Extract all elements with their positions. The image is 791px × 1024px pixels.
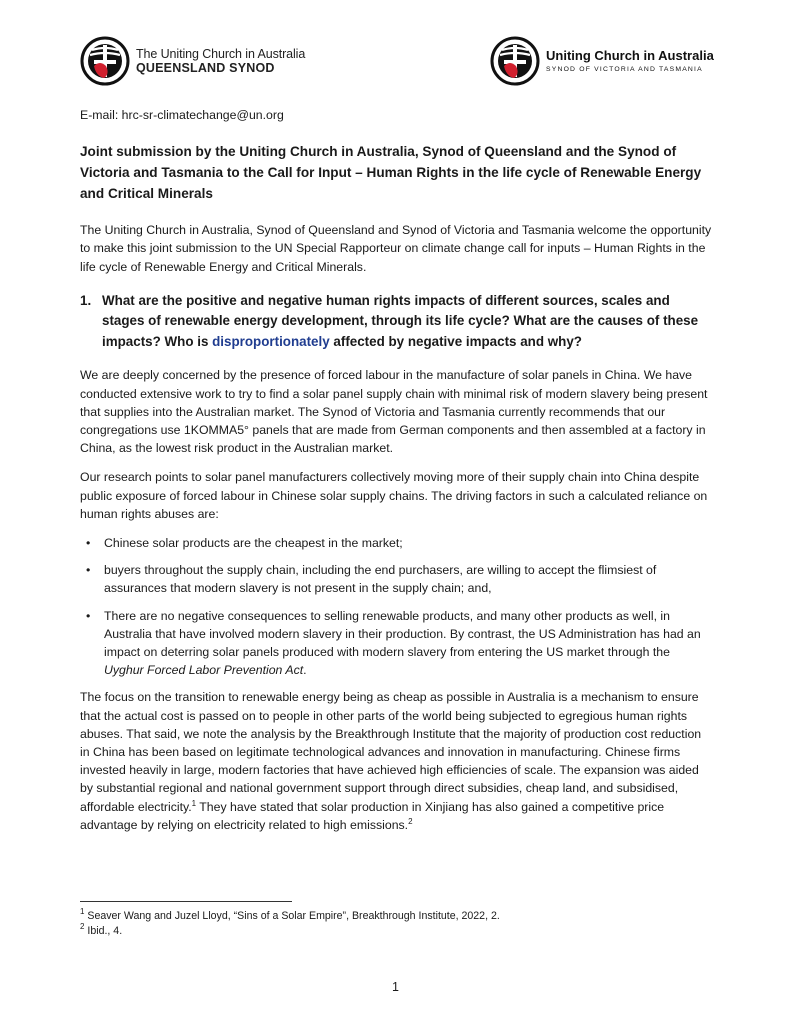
question-heading	[80, 291, 712, 353]
question-text	[102, 291, 712, 353]
list-item-text-end: .	[303, 663, 307, 678]
question-text-part1: What are the positive and negative human rights impacts of different sources, scales and stages of renewable energy development, through its life cycle? What are the causes of these impacts? Who is	[102, 292, 699, 349]
uniting-church-emblem-icon	[80, 36, 130, 86]
bullet-icon: •	[86, 608, 91, 623]
document-body	[80, 106, 712, 845]
disproportionately-link[interactable]: disproportionately	[212, 333, 330, 349]
uniting-church-emblem-icon	[490, 36, 540, 86]
paragraph-forced-labour: We are deeply concerned by the presence of forced labour in the manufacture of solar panels in China. We have conducted extensive work to try to find a solar panel supply chain with minimal risk of modern slavery being present that supplies into the Australian market. The Synod of Victoria and Tasmania currently recommends that our congregations use 1KOMMA5° panels that are made from German components and then assembled at a factory in China, as the lowest risk product in the Australian market.	[80, 368, 708, 456]
footnote-text: Seaver Wang and Juzel Lloyd, “Sins of a Solar Empire”, Breakthrough Institute, 2022, 2.	[84, 910, 500, 922]
footnote-ref-2[interactable]: 2	[408, 816, 413, 826]
list-item-text	[104, 607, 712, 680]
list-item	[80, 607, 712, 680]
act-name: Uyghur Forced Labor Prevention Act	[104, 663, 304, 678]
vic-logo-line1: Uniting Church in Australia	[546, 47, 714, 63]
bullet-icon: •	[86, 535, 91, 550]
list-item	[80, 561, 712, 597]
list-item	[80, 534, 712, 552]
qld-logo-line1: The Uniting Church in Australia	[136, 46, 306, 61]
footnote-number: 2	[80, 922, 85, 931]
question-text-part2: affected by negative impacts and why?	[329, 333, 582, 349]
footnote-number: 1	[80, 907, 85, 916]
page-number: 1	[392, 980, 399, 994]
bullet-icon: •	[86, 563, 91, 578]
question-number: 1.	[80, 292, 92, 308]
footnote	[80, 924, 500, 939]
vic-tas-synod-logo	[490, 36, 714, 86]
footnote	[80, 909, 500, 924]
driving-factors-list	[80, 534, 712, 679]
paragraph-transition-part2: They have stated that solar production in Xinjiang has also gained a competitive price advantage by relying on electricity related to high emissions.	[80, 799, 665, 832]
footnote-divider	[80, 901, 292, 902]
footnote-ref-1[interactable]: 1	[191, 798, 197, 808]
footnotes	[80, 909, 500, 939]
intro-paragraph: The Uniting Church in Australia, Synod of Queensland and Synod of Victoria and Tasmania welcome the opportunity to make this joint submission to the UN Special Rapporteur on climate change call for inputs – Human Rights in the life cycle of Renewable Energy and Critical Minerals.	[80, 223, 712, 274]
list-item-text: buyers throughout the supply chain, including the end purchasers, are willing to accept the flimsiest of assurances that modern slavery is not present in the supply chain; and,	[104, 563, 657, 596]
qld-logo-line2: QUEENSLAND SYNOD	[136, 61, 275, 75]
submission-title: Joint submission by the Uniting Church in Australia, Synod of Queensland and the Synod of Victoria and Tasmania to the Call for Input – Human Rights in the life cycle of Renewable Energy and Critical Minerals	[80, 144, 702, 202]
qld-synod-logo	[80, 36, 305, 86]
email-line: E-mail: hrc-sr-climatechange@un.org	[80, 108, 284, 122]
vic-logo-line2: SYNOD OF VICTORIA AND TASMANIA	[546, 65, 703, 73]
paragraph-research: Our research points to solar panel manufacturers collectively moving more of their supply chain into China despite public exposure of forced labour in Chinese solar supply chains. The driving factors in such a calculated reliance on human rights abuses are:	[80, 470, 708, 521]
paragraph-transition	[80, 688, 712, 834]
list-item-text-main: There are no negative consequences to selling renewable products, and many other products as well, in Australia that have involved modern slavery in their production. By contrast, the US Administration has had an impact on deterring solar panels produced with modern slavery from entering the US market through the	[104, 608, 701, 659]
footnote-text: Ibid., 4.	[84, 925, 123, 937]
list-item-text: Chinese solar products are the cheapest in the market;	[104, 535, 403, 550]
paragraph-transition-part1: The focus on the transition to renewable energy being as cheap as possible in Australia is a mechanism to ensure that the actual cost is passed on to people in other parts of the world being subjected to egregious human rights abuses. That said, we note the analysis by the Breakthrough Institute that the majority of production cost reduction in China has been based on legitimate technological advances and innovation in manufacturing. Chinese firms invested heavily in large, modern factories that have achieved high efficiencies of scale. The expansion was aided by substantial regional and national government support through direct subsidies, cheap land, and subsidised, affordable electricity.	[80, 690, 702, 814]
